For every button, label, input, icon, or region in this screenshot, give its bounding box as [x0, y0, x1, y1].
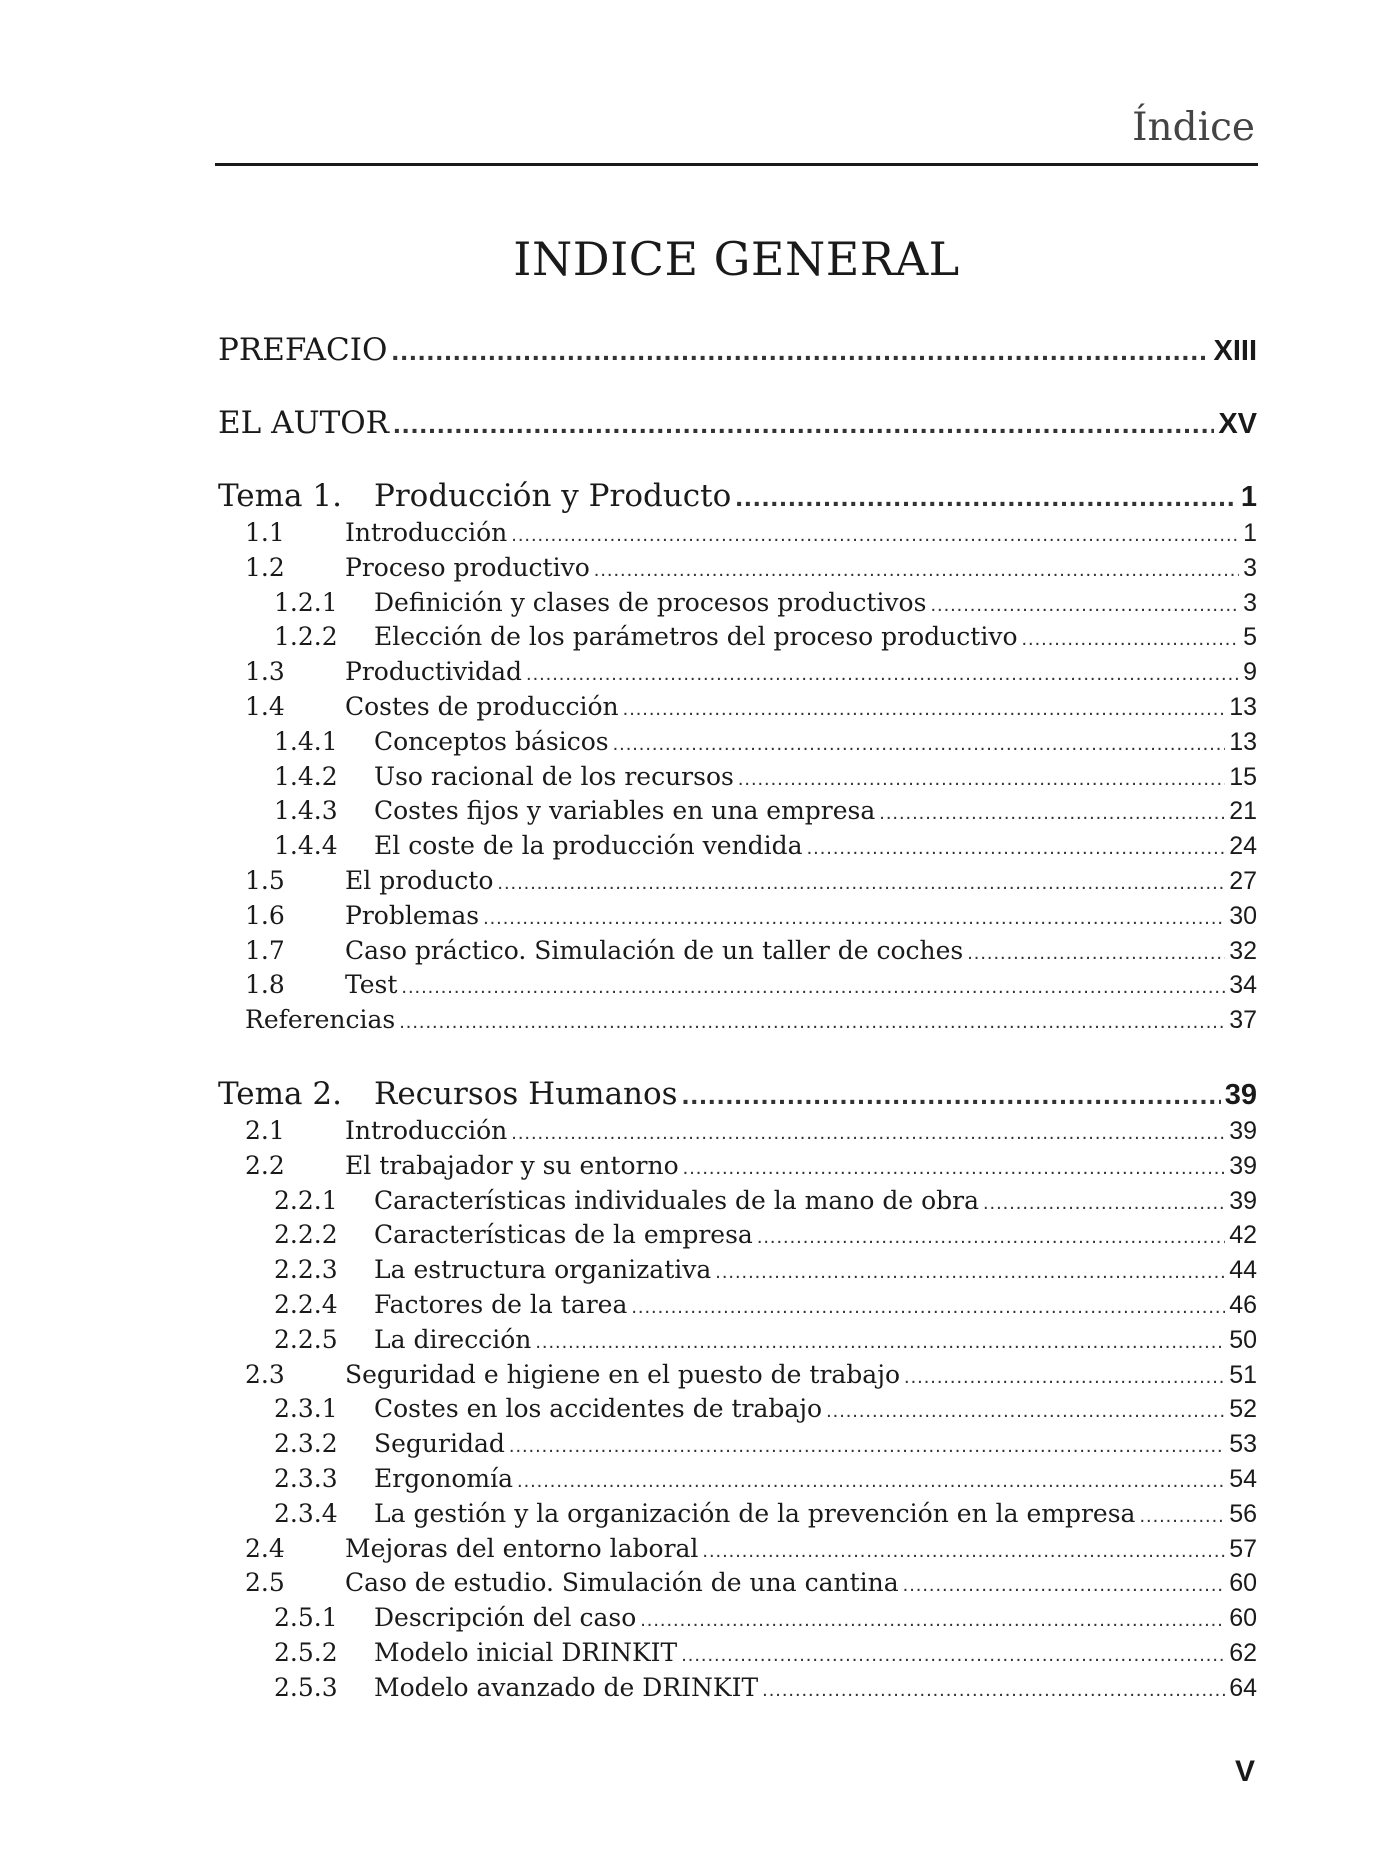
- dot-leader: [879, 802, 1225, 825]
- chapter-entry: [218, 478, 1257, 518]
- entry-title: Caso de estudio. Simulación de una cantina: [345, 1568, 899, 1597]
- toc-entry: [274, 727, 1257, 760]
- entry-title: Costes de producción: [345, 692, 619, 721]
- dot-leader: [640, 1609, 1225, 1632]
- entry-page-number: XV: [1218, 408, 1257, 440]
- dot-leader: [930, 594, 1239, 617]
- entry-title: Mejoras del entorno laboral: [345, 1534, 699, 1563]
- entry-page-number: 52: [1229, 1395, 1257, 1423]
- entry-number: 2.3.2: [274, 1429, 338, 1458]
- toc-entry: [274, 1290, 1257, 1323]
- entry-page-number: 13: [1229, 693, 1257, 721]
- entry-title: Introducción: [345, 1116, 508, 1145]
- entry-page-number: 3: [1243, 554, 1257, 582]
- entry-title: Recursos Humanos: [374, 1076, 678, 1112]
- toc-entry: [245, 518, 1257, 551]
- toc-entry: [245, 1534, 1257, 1567]
- dot-leader: [511, 1122, 1225, 1145]
- entry-page-number: 1: [1243, 519, 1257, 547]
- entry-title: Introducción: [345, 518, 508, 547]
- dot-leader: [967, 942, 1225, 965]
- dot-leader: [757, 1226, 1225, 1249]
- entry-page-number: 54: [1229, 1465, 1257, 1493]
- toc-entry: [274, 1429, 1257, 1462]
- entry-number: 2.2.3: [274, 1255, 338, 1284]
- dot-leader: [903, 1574, 1226, 1597]
- front-matter-entry: [218, 332, 1257, 372]
- dot-leader: [393, 408, 1214, 440]
- dot-leader: [517, 1470, 1225, 1493]
- entry-title: El producto: [345, 866, 494, 895]
- entry-page-number: 60: [1229, 1569, 1257, 1597]
- toc-entry: [274, 1394, 1257, 1427]
- dot-leader: [391, 335, 1209, 367]
- toc-entry: [274, 1220, 1257, 1253]
- entry-number: 2.3.4: [274, 1499, 338, 1528]
- entry-page-number: 32: [1229, 937, 1257, 965]
- entry-title: Uso racional de los recursos: [374, 762, 734, 791]
- entry-page-number: 62: [1229, 1639, 1257, 1667]
- entry-title: Proceso productivo: [345, 553, 590, 582]
- entry-number: Tema 1.: [218, 478, 342, 514]
- toc-entry: [245, 866, 1257, 899]
- entry-number: 2.1: [245, 1116, 285, 1145]
- toc-entry: [274, 831, 1257, 864]
- dot-leader: [526, 663, 1239, 686]
- dot-leader: [904, 1366, 1225, 1389]
- dot-leader: [623, 698, 1226, 721]
- entry-number: 2.2.1: [274, 1186, 338, 1215]
- dot-leader: [401, 976, 1225, 999]
- entry-number: 1.2.2: [274, 622, 338, 651]
- entry-number: 1.2: [245, 553, 285, 582]
- entry-number: 2.3: [245, 1360, 285, 1389]
- dot-leader: [535, 1331, 1225, 1354]
- entry-title: Productividad: [345, 657, 523, 686]
- toc-entry: [245, 901, 1257, 934]
- entry-page-number: 50: [1229, 1326, 1257, 1354]
- entry-page-number: 64: [1229, 1674, 1257, 1702]
- entry-number: 1.2.1: [274, 588, 338, 617]
- entry-page-number: 27: [1229, 867, 1257, 895]
- dot-leader: [497, 872, 1225, 895]
- entry-number: 2.2.4: [274, 1290, 338, 1319]
- entry-number: 1.8: [245, 970, 285, 999]
- entry-number: 1.4.1: [274, 727, 338, 756]
- toc-entry: [274, 1638, 1257, 1671]
- front-matter-entry: [218, 405, 1257, 445]
- entry-page-number: 46: [1229, 1291, 1257, 1319]
- dot-leader: [511, 524, 1239, 547]
- entry-page-number: 51: [1229, 1361, 1257, 1389]
- toc-entry: [245, 1151, 1257, 1184]
- entry-page-number: 3: [1243, 589, 1257, 617]
- entry-number: 1.4.2: [274, 762, 338, 791]
- entry-number: 1.5: [245, 866, 285, 895]
- entry-title: La estructura organizativa: [374, 1255, 712, 1284]
- entry-title: PREFACIO: [218, 332, 388, 368]
- entry-number: 1.3: [245, 657, 285, 686]
- entry-title: Factores de la tarea: [374, 1290, 628, 1319]
- toc-entry: [245, 692, 1257, 725]
- chapter-entry: [218, 1076, 1257, 1116]
- dot-leader: [826, 1400, 1225, 1423]
- entry-title: Costes fijos y variables en una empresa: [374, 796, 876, 825]
- entry-title: Referencias: [245, 1005, 396, 1034]
- entry-number: 2.5.1: [274, 1603, 338, 1632]
- entry-page-number: XIII: [1213, 335, 1257, 367]
- entry-number: 2.5: [245, 1568, 285, 1597]
- toc-entry: [245, 1568, 1257, 1601]
- entry-title: Modelo inicial DRINKIT: [374, 1638, 678, 1667]
- entry-title: Elección de los parámetros del proceso productivo: [374, 622, 1018, 651]
- entry-title: Producción y Producto: [374, 478, 732, 514]
- dot-leader: [1139, 1505, 1225, 1528]
- entry-page-number: 39: [1224, 1079, 1257, 1111]
- entry-number: 2.2.5: [274, 1325, 338, 1354]
- entry-title: Seguridad e higiene en el puesto de trabajo: [345, 1360, 901, 1389]
- dot-leader: [735, 481, 1237, 513]
- entry-number: 1.4: [245, 692, 285, 721]
- entry-number: 1.4.3: [274, 796, 338, 825]
- entry-title: El coste de la producción vendida: [374, 831, 803, 860]
- entry-title: Características de la empresa: [374, 1220, 753, 1249]
- entry-title: Problemas: [345, 901, 480, 930]
- entry-number: 1.4.4: [274, 831, 338, 860]
- dot-leader: [738, 768, 1225, 791]
- entry-number: 2.2: [245, 1151, 285, 1180]
- entry-number: 2.4: [245, 1534, 285, 1563]
- toc-entry: [245, 1360, 1257, 1393]
- entry-title: El trabajador y su entorno: [345, 1151, 679, 1180]
- entry-page-number: 9: [1243, 658, 1257, 686]
- entry-title: Conceptos básicos: [374, 727, 609, 756]
- entry-title: Seguridad: [374, 1429, 505, 1458]
- entry-page-number: 15: [1229, 763, 1257, 791]
- toc-entry: [274, 1325, 1257, 1358]
- entry-title: Ergonomía: [374, 1464, 514, 1493]
- toc-entry: [245, 1005, 1257, 1038]
- entry-title: Test: [345, 970, 398, 999]
- entry-page-number: 39: [1229, 1117, 1257, 1145]
- toc-entry: [274, 622, 1257, 655]
- entry-number: 2.5.3: [274, 1673, 338, 1702]
- dot-leader: [682, 1079, 1221, 1111]
- entry-number: Tema 2.: [218, 1076, 342, 1112]
- dot-leader: [483, 907, 1225, 930]
- dot-leader: [681, 1644, 1225, 1667]
- dot-leader: [983, 1192, 1225, 1215]
- dot-leader: [613, 733, 1226, 756]
- entry-page-number: 34: [1229, 971, 1257, 999]
- entry-title: Descripción del caso: [374, 1603, 637, 1632]
- entry-page-number: 56: [1229, 1500, 1257, 1528]
- entry-title: Características individuales de la mano de obra: [374, 1186, 979, 1215]
- entry-page-number: 1: [1240, 481, 1257, 513]
- dot-leader: [715, 1261, 1225, 1284]
- toc-entry: [245, 970, 1257, 1003]
- entry-page-number: 30: [1229, 902, 1257, 930]
- entry-number: 1.7: [245, 936, 285, 965]
- entry-title: Caso práctico. Simulación de un taller de coches: [345, 936, 964, 965]
- entry-number: 2.5.2: [274, 1638, 338, 1667]
- entry-number: 2.3.1: [274, 1394, 338, 1423]
- entry-page-number: 53: [1229, 1430, 1257, 1458]
- entry-title: Modelo avanzado de DRINKIT: [374, 1673, 759, 1702]
- entry-title: EL AUTOR: [218, 405, 390, 441]
- toc-entry: [274, 1673, 1257, 1706]
- dot-leader: [631, 1296, 1225, 1319]
- toc-entry: [274, 762, 1257, 795]
- dot-leader: [762, 1679, 1225, 1702]
- entry-title: Definición y clases de procesos productivos: [374, 588, 927, 617]
- toc-entry: [274, 1464, 1257, 1497]
- toc-entry: [274, 1499, 1257, 1532]
- page-title: INDICE GENERAL: [513, 232, 960, 286]
- entry-title: La gestión y la organización de la prevención en la empresa: [374, 1499, 1136, 1528]
- dot-leader: [807, 837, 1226, 860]
- running-head: Índice: [1132, 105, 1255, 150]
- dot-leader: [594, 559, 1239, 582]
- toc-entry: [245, 657, 1257, 690]
- entry-page-number: 39: [1229, 1187, 1257, 1215]
- entry-page-number: 44: [1229, 1256, 1257, 1284]
- toc-entry: [245, 1116, 1257, 1149]
- toc-entry: [245, 553, 1257, 586]
- dot-leader: [683, 1157, 1226, 1180]
- dot-leader: [399, 1011, 1225, 1034]
- entry-page-number: 39: [1229, 1152, 1257, 1180]
- page-number: V: [1234, 1755, 1255, 1788]
- entry-title: Costes en los accidentes de trabajo: [374, 1394, 823, 1423]
- entry-page-number: 37: [1229, 1006, 1257, 1034]
- entry-number: 2.2.2: [274, 1220, 338, 1249]
- toc-entry: [274, 1255, 1257, 1288]
- entry-page-number: 13: [1229, 728, 1257, 756]
- entry-page-number: 5: [1243, 623, 1257, 651]
- dot-leader: [509, 1435, 1225, 1458]
- toc-entry: [274, 588, 1257, 621]
- dot-leader: [702, 1540, 1225, 1563]
- toc-entry: [245, 936, 1257, 969]
- entry-page-number: 21: [1229, 797, 1257, 825]
- dot-leader: [1022, 628, 1240, 651]
- entry-page-number: 60: [1229, 1604, 1257, 1632]
- entry-number: 1.1: [245, 518, 285, 547]
- entry-page-number: 24: [1229, 832, 1257, 860]
- toc-entry: [274, 1603, 1257, 1636]
- entry-number: 1.6: [245, 901, 285, 930]
- toc-entry: [274, 796, 1257, 829]
- entry-page-number: 57: [1229, 1535, 1257, 1563]
- toc-entry: [274, 1186, 1257, 1219]
- entry-title: La dirección: [374, 1325, 532, 1354]
- entry-page-number: 42: [1229, 1221, 1257, 1249]
- entry-number: 2.3.3: [274, 1464, 338, 1493]
